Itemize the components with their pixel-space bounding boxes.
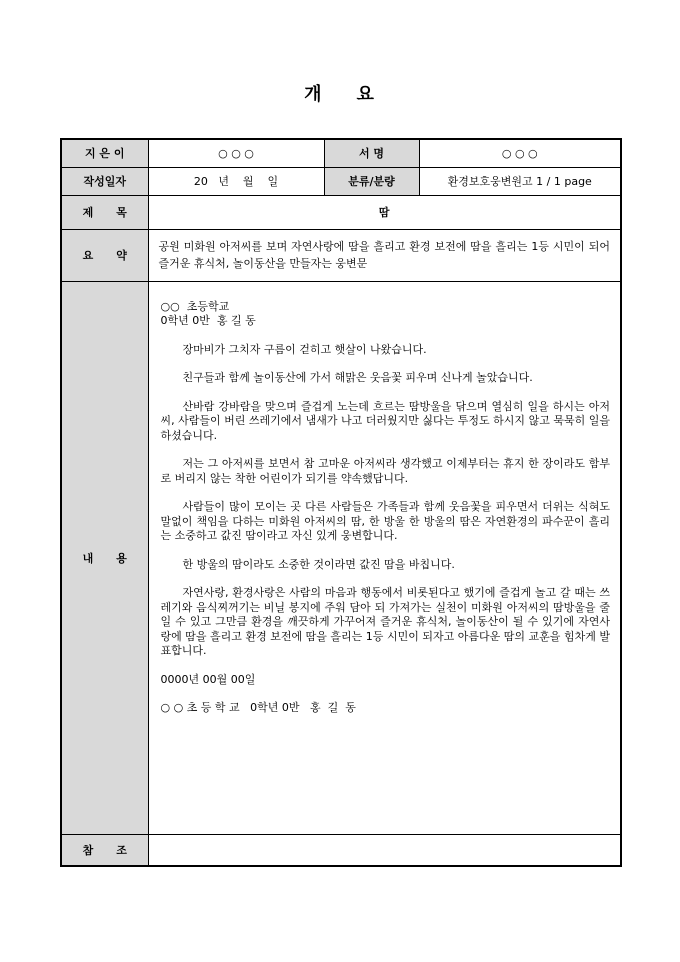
- subject-label: 제 목: [61, 195, 148, 229]
- content-row: [61, 281, 621, 834]
- date-value: 20 년 월 일: [148, 167, 324, 195]
- content-date: 0000년 00월 00일: [160, 672, 256, 686]
- content-paragraph: 저는 그 아저씨를 보면서 참 고마운 아저씨라 생각했고 이제부터는 휴지 한 장이라도 함부로 버리지 않는 착한 어린이가 되기를 약속했답니다.: [160, 457, 610, 485]
- summary-value: 공원 미화원 아저씨를 보며 자연사랑에 땀을 흘리고 환경 보전에 땀을 흘리는 1등 시민이 되어 즐거운 휴식처, 놀이동산을 만들자는 웅변문: [148, 229, 621, 281]
- summary-label: 요 약: [61, 229, 148, 281]
- reference-row: [61, 834, 621, 866]
- content-paragraph: 장마비가 그치자 구름이 걷히고 햇살이 나왔습니다.: [182, 342, 427, 356]
- subject-value: 땀: [148, 195, 621, 229]
- date-label: 작성일자: [61, 167, 148, 195]
- content-paragraph: 산바람 강바람을 맞으며 즐겁게 노는데 흐르는 땀방울을 닦으며 열심히 일을 하시는 아저씨, 사람들이 버린 쓰레기에서 냄새가 나고 더러웠지만 싫다는 투정도 하시지 않고 묵묵히 일을 하셨습니다.: [160, 399, 610, 442]
- content-paragraph: 사람들이 많이 모이는 곳 다른 사람들은 가족들과 함께 웃음꽃을 피우면서 더위는 식혀도 말없이 책임을 다하는 미화원 아저씨의 땀, 한 방울 한 방울의 땀은 자연환경의 파수꾼이 흘리는 소중하고 값진 땀이라고 자신 있게 웅변합니다.: [160, 500, 610, 542]
- author-row: [61, 139, 621, 167]
- content-label: 내 용: [61, 281, 148, 834]
- content-body: [148, 281, 621, 834]
- reference-label: 참 조: [61, 834, 148, 866]
- subject-row: [61, 195, 621, 229]
- category-value: 환경보호웅변원고 1 / 1 page: [419, 167, 621, 195]
- author-value: ○ ○ ○: [148, 139, 324, 167]
- content-paragraph: 친구들과 함께 놀이동산에 가서 해맑은 웃음꽃 피우며 신나게 놀았습니다.: [182, 371, 533, 384]
- summary-row: [61, 229, 621, 281]
- date-row: [61, 167, 621, 195]
- content-paragraph: 한 방울의 땀이라도 소중한 것이라면 값진 땀을 바칩니다.: [182, 557, 455, 571]
- document-title: 개 요: [304, 84, 376, 105]
- content-signature-line: ○ ○ 초 등 학 교 0학년 0반 홍 길 동: [160, 701, 356, 714]
- reference-value: [148, 834, 621, 866]
- author-label: 지 은 이: [61, 139, 148, 167]
- content-school: ○○ 초등학교: [160, 299, 230, 313]
- content-paragraph: 자연사랑, 환경사랑은 사람의 마음과 행동에서 비롯된다고 했기에 즐겁게 놀고 갈 때는 쓰레기와 음식찌꺼기는 비닐 봉지에 주워 담아 되 가져가는 실천이 미화원 아저씨의 땀방울을 줄일 수 있고 그만큼 환경을 깨끗하게 가꾸어져 즐거운 휴식처, 놀이동산이 될 수 있기에 자연사랑에 땀을 흘리고 환경 보전에 땀을 흘리는 1등 시민이 되자고 아름다운 땀의 교훈을 힘차게 발표합니다.: [160, 586, 610, 657]
- overview-form-table: [60, 138, 622, 867]
- signature-label: 서 명: [324, 139, 419, 167]
- content-class-name: 0학년 0반 홍 길 동: [160, 314, 256, 327]
- category-label: 분류/분량: [324, 167, 419, 195]
- signature-value: ○ ○ ○: [419, 139, 621, 167]
